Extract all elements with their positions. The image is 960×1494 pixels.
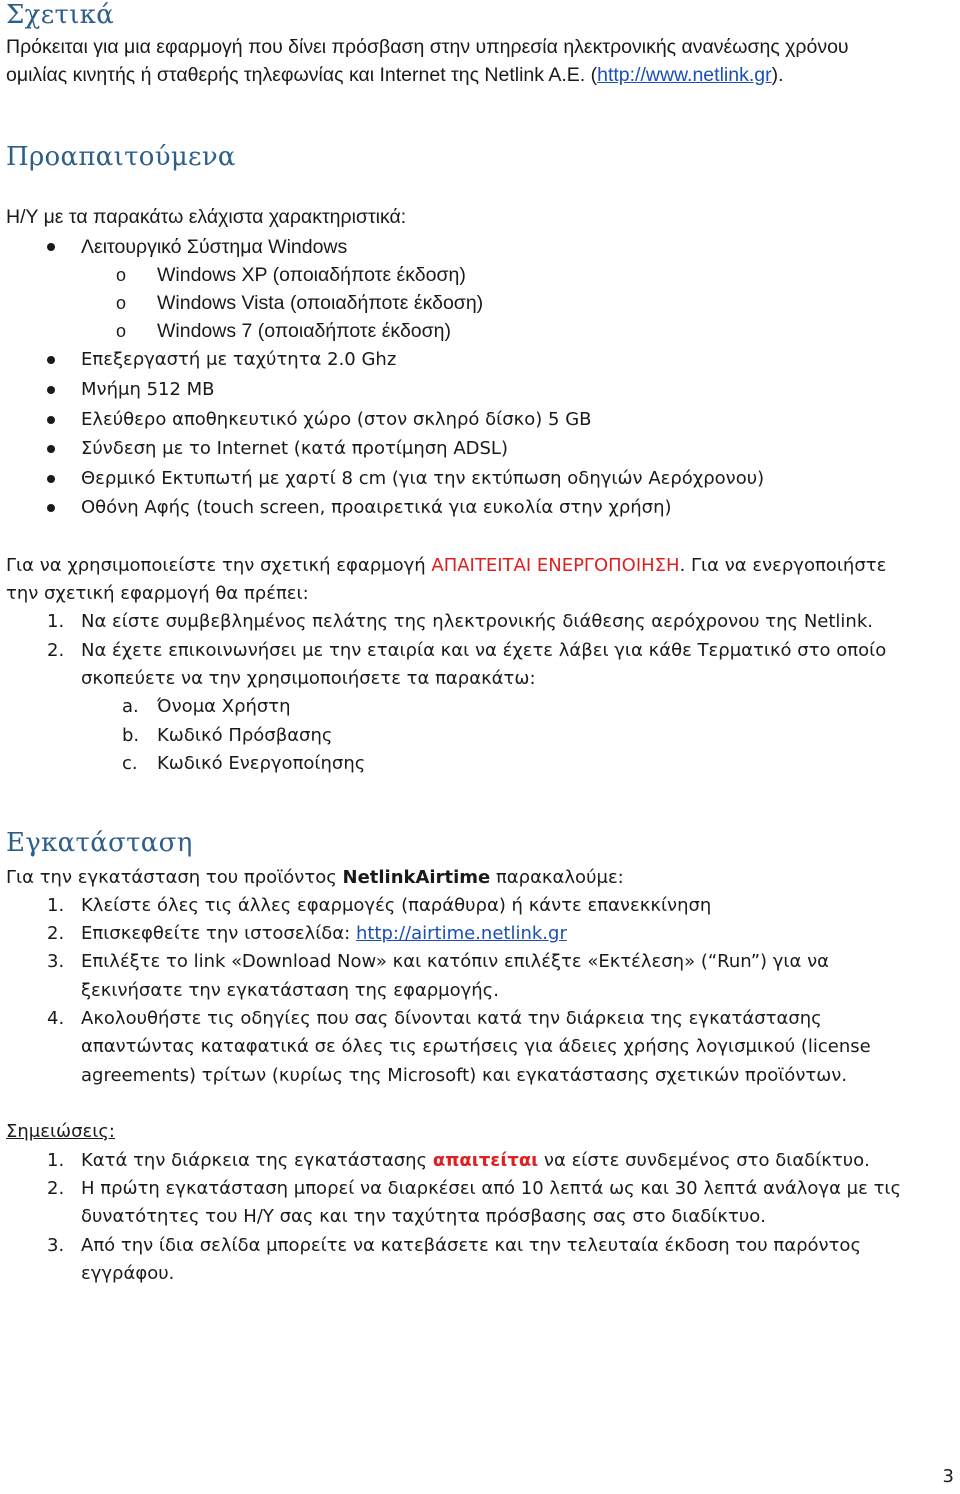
install-intro-pre: Για την εγκατάσταση του προϊόντος: [6, 867, 343, 888]
activation-item-2-line-1: Να έχετε επικοινωνήσει με την εταιρία και να έχετε λάβει για κάθε Τερματικό στο οποίο: [81, 640, 887, 661]
note-1-pre: Κατά την διάρκεια της εγκατάστασης: [81, 1150, 433, 1171]
note-2-line-2: δυνατότητες του Η/Υ σας και την ταχύτητα πρόσβασης σας στο διαδίκτυο.: [81, 1206, 766, 1227]
netlink-link[interactable]: http://www.netlink.gr: [597, 64, 772, 86]
install-step-4-line-1: Ακολουθήστε τις οδηγίες που σας δίνονται κατά την διάρκεια της εγκατάστασης: [81, 1008, 822, 1029]
install-step-3-line-2: ξεκινήσατε την εγκατάσταση της εφαρμογής.: [81, 980, 499, 1001]
note-2-line-1: Η πρώτη εγκατάσταση μπορεί να διαρκέσει από 10 λεπτά ως και 30 λεπτά ανάλογα με τις: [81, 1178, 902, 1199]
note-num-3: 3.: [47, 1235, 65, 1256]
activation-line-1: [6, 552, 886, 580]
os-version-7: Windows 7 (οποιαδήποτε έκδοση): [157, 320, 452, 342]
bullet-icon: [47, 243, 55, 251]
sub-item-username: Όνομα Χρήστη: [157, 696, 291, 717]
install-intro: [6, 864, 624, 892]
prereq-net: Σύνδεση με το Internet (κατά προτίμηση ADSL): [81, 438, 508, 459]
product-name: NetlinkAirtime: [342, 867, 491, 888]
about-line-2-end: ).: [771, 64, 784, 86]
sub-num-a: a.: [122, 696, 139, 717]
install-step-2: [81, 920, 567, 948]
activation-line-1-pre: Για να χρησιμοποιείστε την σχετική εφαρμογή: [6, 555, 432, 576]
prereq-os: Λειτουργικό Σύστημα Windows: [81, 236, 348, 258]
bullet-icon: [47, 356, 55, 364]
circle-marker-icon: o: [116, 265, 127, 285]
note-num-1: 1.: [47, 1150, 65, 1171]
about-line-2: [6, 61, 784, 89]
about-heading: Σχετικά: [6, 0, 115, 30]
note-1-post: να είστε συνδεμένος στο διαδίκτυο.: [538, 1150, 870, 1171]
activation-line-1-post: . Για να ενεργοποιήστε: [679, 555, 887, 576]
activation-required-notice: ΑΠΑΙΤΕΙΤΑΙ ΕΝΕΡΓΟΠΟΙΗΣΗ: [431, 555, 680, 576]
install-num-1: 1.: [47, 895, 65, 916]
note-3-line-1: Από την ίδια σελίδα μπορείτε να κατεβάσετε και την τελευταία έκδοση του παρόντος: [81, 1235, 862, 1256]
prereq-touch: Οθόνη Αφής (touch screen, προαιρετικά για ευκολία στην χρήση): [81, 497, 672, 518]
sub-item-activation-code: Κωδικό Ενεργοποίησης: [157, 753, 366, 774]
install-num-4: 4.: [47, 1008, 65, 1029]
bullet-icon: [47, 445, 55, 453]
circle-marker-icon: o: [116, 321, 127, 341]
install-step-2-text: Επισκεφθείτε την ιστοσελίδα:: [81, 923, 356, 944]
install-num-3: 3.: [47, 951, 65, 972]
bullet-icon: [47, 416, 55, 424]
prereq-printer: Θερμικό Εκτυπωτή με χαρτί 8 cm (για την εκτύπωση οδηγιών Αερόχρονου): [81, 468, 765, 489]
os-version-xp: Windows XP (οποιαδήποτε έκδοση): [157, 264, 466, 286]
note-3-line-2: εγγράφου.: [81, 1263, 175, 1284]
bullet-icon: [47, 504, 55, 512]
install-step-1: Κλείστε όλες τις άλλες εφαρμογές (παράθυρα) ή κάντε επανεκκίνηση: [81, 895, 712, 916]
about-line-1: Πρόκειται για μια εφαρμογή που δίνει πρόσβαση στην υπηρεσία ηλεκτρονικής ανανέωσης χρόνου: [6, 36, 849, 58]
about-line-2-text: ομιλίας κινητής ή σταθερής τηλεφωνίας και Internet της Netlink A.E. (: [6, 64, 598, 86]
sub-num-b: b.: [122, 725, 140, 746]
install-intro-post: παρακαλούμε:: [490, 867, 624, 888]
sub-item-password: Κωδικό Πρόσβασης: [157, 725, 333, 746]
bullet-icon: [47, 386, 55, 394]
install-step-4-line-3: agreements) τρίτων (κυρίως της Microsoft) και εγκατάστασης σχετικών προϊόντων.: [81, 1065, 848, 1086]
note-1-required: απαιτείται: [432, 1150, 539, 1171]
activation-item-2-line-2: σκοπεύετε να την χρησιμοποιήσετε τα παρακάτω:: [81, 668, 536, 689]
os-version-vista: Windows Vista (οποιαδήποτε έκδοση): [157, 292, 484, 314]
install-num-2: 2.: [47, 923, 65, 944]
install-heading: Εγκατάσταση: [6, 828, 193, 858]
airtime-link[interactable]: http://airtime.netlink.gr: [355, 923, 567, 944]
note-1: [81, 1147, 870, 1175]
prereq-heading: Προαπαιτούμενα: [6, 142, 236, 172]
page-number: 3: [942, 1466, 954, 1487]
install-step-4-line-2: απαντώντας καταφατικά σε όλες τις ερωτήσεις για άδειες χρήσης λογισμικού (license: [81, 1036, 871, 1057]
sub-num-c: c.: [122, 753, 138, 774]
circle-marker-icon: o: [116, 293, 127, 313]
note-num-2: 2.: [47, 1178, 65, 1199]
install-step-3-line-1: Επιλέξτε το link «Download Now» και κατόπιν επιλέξτε «Εκτέλεση» (“Run”) για να: [81, 951, 830, 972]
prereq-ram: Μνήμη 512 MB: [81, 379, 215, 400]
prereq-cpu: Επεξεργαστή με ταχύτητα 2.0 Ghz: [81, 349, 397, 370]
activation-num-1: 1.: [47, 611, 65, 632]
activation-line-2: την σχετική εφαρμογή θα πρέπει:: [6, 583, 309, 604]
activation-num-2: 2.: [47, 640, 65, 661]
prereq-intro: Η/Υ με τα παρακάτω ελάχιστα χαρακτηριστικά:: [6, 206, 407, 228]
notes-heading: Σημειώσεις:: [6, 1121, 115, 1142]
activation-item-1: Να είστε συμβεβλημένος πελάτης της ηλεκτρονικής διάθεσης αερόχρονου της Netlink.: [81, 611, 873, 632]
bullet-icon: [47, 475, 55, 483]
prereq-disk: Ελεύθερο αποθηκευτικό χώρο (στον σκληρό δίσκο) 5 GB: [81, 409, 592, 430]
